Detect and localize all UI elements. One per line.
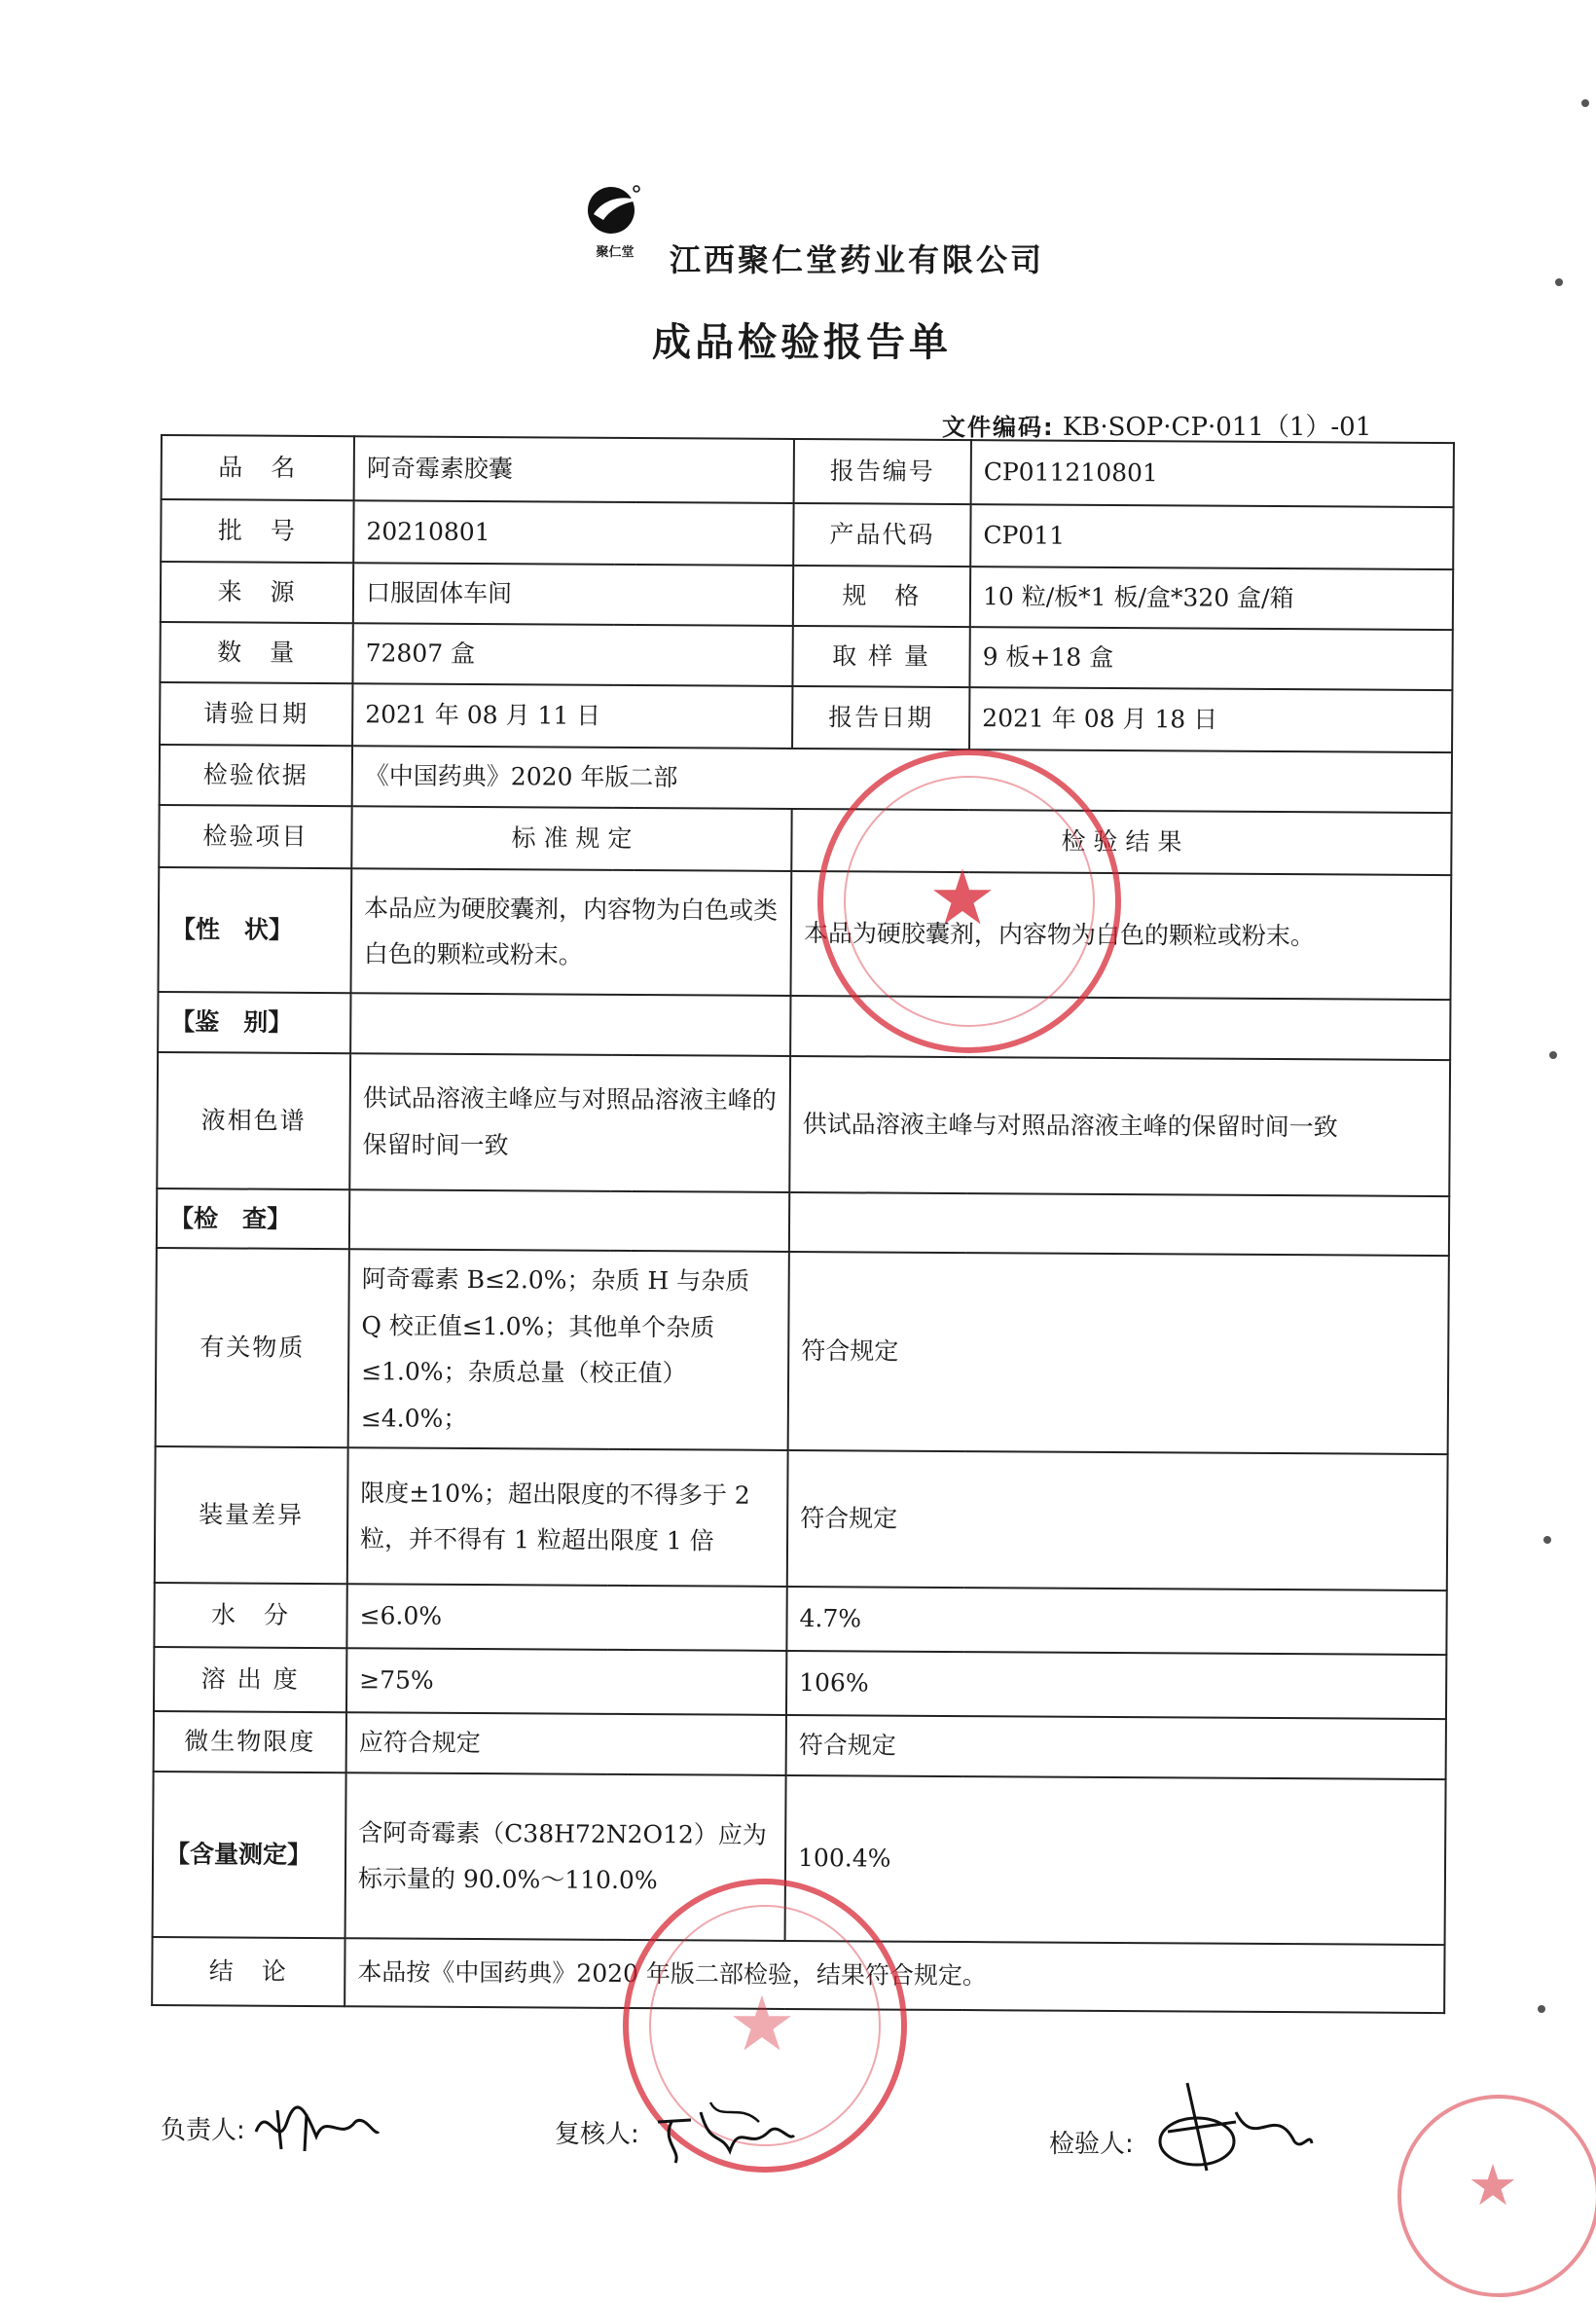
binder-hole-icon [1543,1536,1551,1544]
batch: 20210801 [353,500,793,566]
basis: 《中国药典》2020 年版二部 [352,746,1452,813]
test-standard [350,993,790,1055]
quantity: 72807 盒 [352,623,792,686]
table-row [157,1051,1450,1195]
test-result: 符合规定 [787,1450,1448,1590]
test-result: 100.4% [785,1775,1446,1945]
source: 口服固体车间 [353,563,793,626]
company-logo [582,181,648,269]
doc-code [942,407,1371,443]
row-batch [161,499,1453,569]
reviewer-label: 复核人: [555,2120,639,2149]
sample-label: 取 样 量 [792,626,969,687]
quantity-label: 数 量 [160,622,352,683]
company-name: 江西聚仁堂药业有限公司 [670,241,1045,278]
reviewer-signature-icon [652,2093,798,2171]
report-date: 2021 年 08 月 18 日 [969,687,1452,752]
items-label: 检验项目 [159,805,351,868]
table-row [156,1248,1449,1454]
test-name: 溶 出 度 [154,1647,346,1712]
spec-label: 规 格 [793,566,970,627]
test-standard [349,1189,789,1252]
test-name: 【检 查】 [157,1188,349,1249]
test-name: 【含量测定】 [153,1772,346,1938]
product-code-label: 产品代码 [793,503,970,566]
product-code: CP011 [970,504,1453,569]
test-standard: 供试品溶液主峰应与对照品溶液主峰的保留时间一致 [349,1053,790,1192]
product-name: 阿奇霉素胶囊 [354,436,794,503]
test-name: 水 分 [154,1583,346,1648]
star-icon: ★ [928,855,997,942]
result-header: 检 验 结 果 [791,809,1451,875]
test-result: 106% [786,1651,1446,1719]
table-row [158,992,1450,1060]
row-dates [160,682,1452,752]
test-name: 【性 状】 [158,867,351,993]
test-name: 微生物限度 [154,1711,346,1772]
row-test-header [159,805,1451,875]
source-label: 来 源 [161,562,353,623]
row-product [162,435,1454,507]
doc-code-label: 文件编码: [942,414,1055,441]
table-row [158,867,1451,1000]
test-standard: ≥75% [346,1648,786,1715]
batch-label: 批 号 [161,499,353,563]
logo-emblem-icon [582,181,648,239]
test-standard: 含阿奇霉素（C38H72N2O12）应为标示量的 90.0%～110.0% [345,1772,786,1941]
conclusion-label: 结 论 [152,1937,345,2006]
table-row [154,1711,1446,1779]
test-standard: 阿奇霉素 B≤2.0%；杂质 H 与杂质 Q 校正值≤1.0%；其他单个杂质≤1.0%；杂质总量（校正值）≤4.0%； [348,1249,789,1450]
test-name: 有关物质 [156,1248,349,1447]
test-result [789,1191,1449,1256]
doc-code-value: KB·SOP·CP·011（1）-01 [1062,413,1372,442]
test-standard: 本品应为硬胶囊剂，内容物为白色或类白色的颗粒或粉末。 [350,868,791,996]
report-table [151,434,1455,2014]
signature-area [0,2093,1596,2210]
test-standard: 应符合规定 [346,1712,786,1775]
test-result: 本品为硬胶囊剂，内容物为白色的颗粒或粉末。 [790,871,1451,1000]
test-standard: ≤6.0% [346,1584,786,1651]
test-name: 装量差异 [155,1446,348,1584]
page-title: 成品检验报告单 [652,320,952,365]
table-row [157,1188,1449,1256]
report-no-label: 报告编号 [794,439,971,504]
report-date-label: 报告日期 [792,686,969,749]
test-result: 符合规定 [788,1252,1449,1454]
table-row [154,1583,1446,1655]
table-row [155,1446,1448,1590]
inspector-signature-icon [1148,2073,1314,2180]
qc-stamp [817,749,1121,1053]
star-icon: ★ [1468,2152,1518,2218]
test-result: 符合规定 [786,1715,1446,1779]
standard-header: 标 准 规 定 [351,806,791,871]
responsible-label: 负责人: [161,2116,245,2145]
test-name: 【鉴 别】 [158,992,350,1053]
spec: 10 粒/板*1 板/盒*320 盒/箱 [970,566,1453,630]
test-standard: 限度±10%；超出限度的不得多于 2 粒，并不得有 1 粒超出限度 1 倍 [347,1447,788,1587]
table-row [154,1647,1446,1719]
report-no: CP011210801 [971,440,1454,507]
row-source [161,562,1453,630]
row-basis [160,745,1452,813]
basis-label: 检验依据 [160,745,352,806]
responsible-signature-icon [248,2093,384,2161]
binder-hole-icon [1538,2005,1545,2013]
request-date: 2021 年 08 月 11 日 [352,683,792,749]
inspector-label: 检验人: [1049,2130,1134,2159]
test-result: 供试品溶液主峰与对照品溶液主峰的保留时间一致 [789,1055,1450,1195]
row-quantity [160,622,1452,690]
star-icon: ★ [728,1981,796,2068]
sample: 9 板+18 盒 [969,627,1452,690]
test-name: 液相色谱 [157,1051,350,1188]
product-name-label: 品 名 [162,435,354,500]
binder-hole-icon [1581,99,1589,107]
request-date-label: 请验日期 [160,682,352,746]
report-table-wrap [151,434,1453,2068]
binder-hole-icon [1549,1051,1557,1059]
test-result: 4.7% [786,1587,1446,1655]
logo-text: 聚仁堂 [596,245,635,260]
conclusion: 本品按《中国药典》2020 年版二部检验，结果符合规定。 [345,1938,1444,2013]
binder-hole-icon [1555,278,1563,286]
